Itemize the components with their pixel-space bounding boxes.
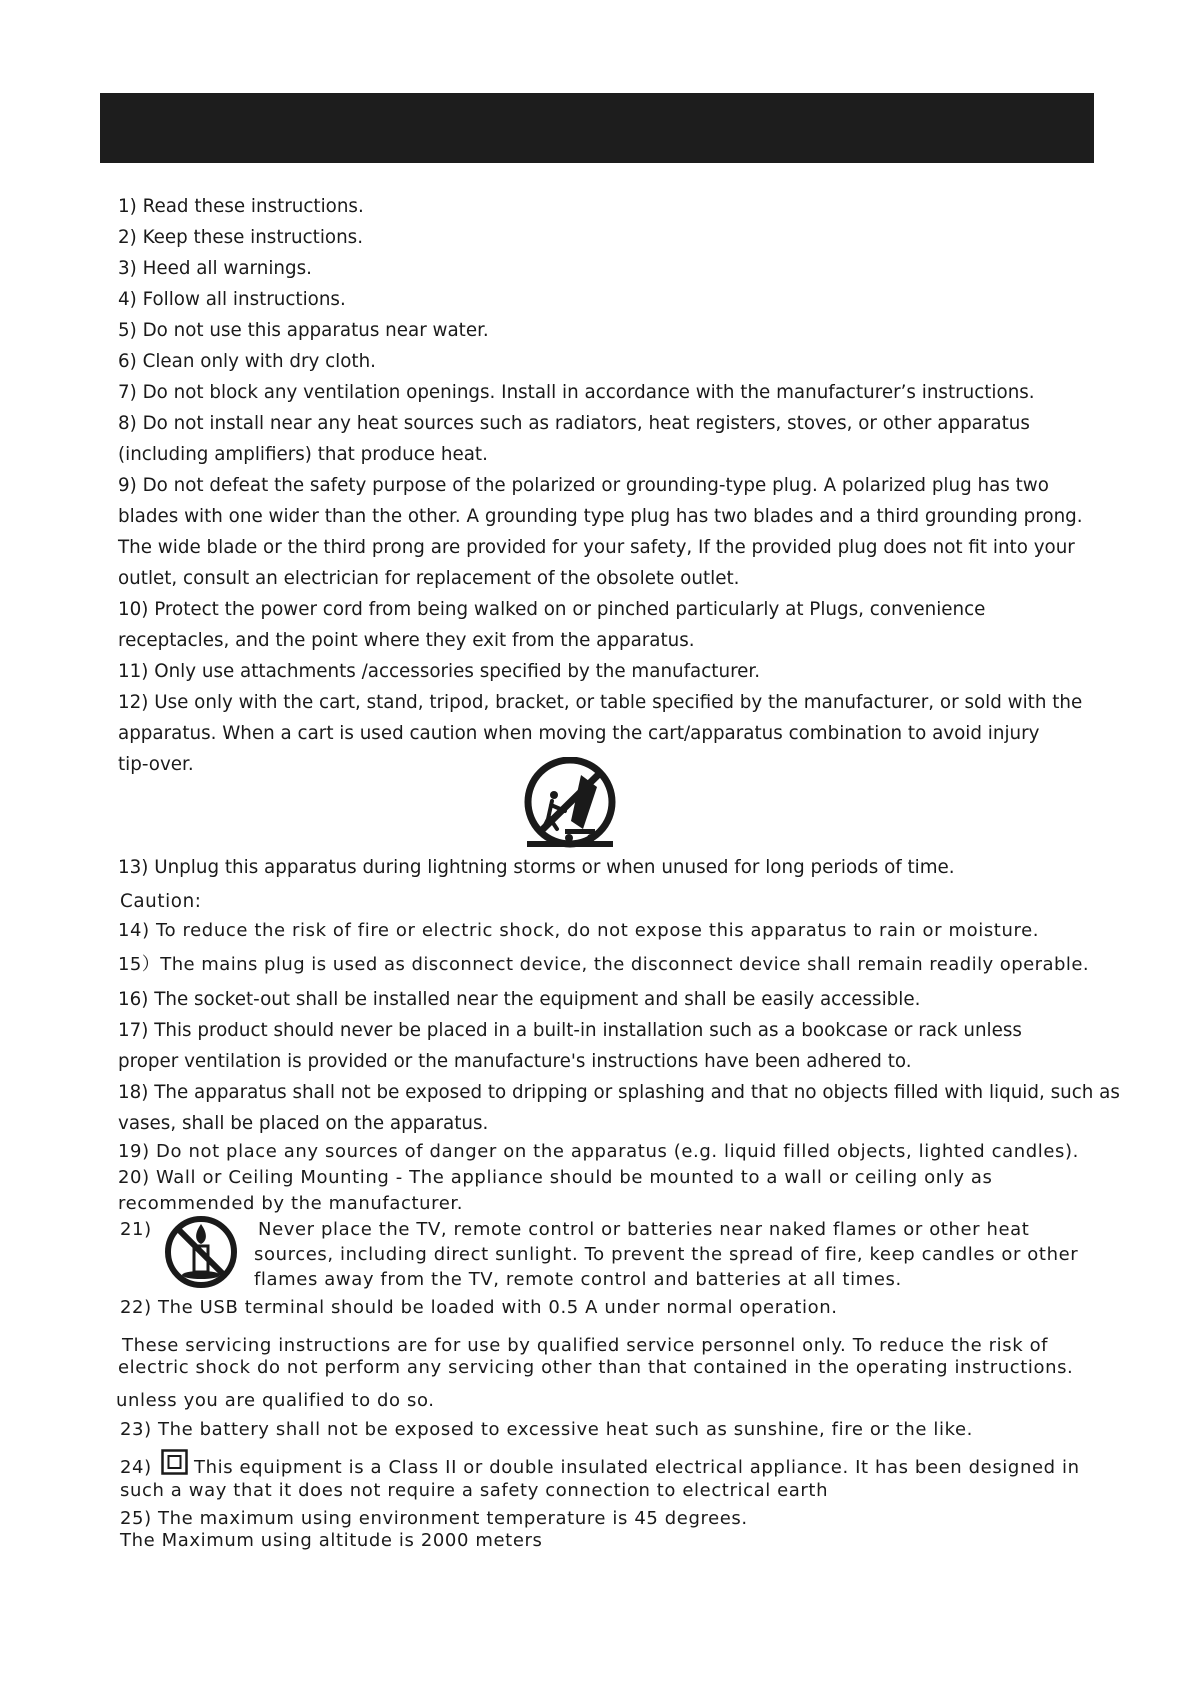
instruction-9-line-4: outlet, consult an electrician for replacement of the obsolete outlet. (118, 568, 740, 589)
instruction-24-line-1: This equipment is a Class II or double insulated electrical appliance. It has been designed in (194, 1457, 1080, 1478)
cart-tipover-warning-icon (521, 757, 619, 849)
instruction-12-line-3: tip-over. (118, 754, 194, 775)
no-candle-flame-icon (163, 1214, 239, 1290)
instruction-25-line-2: The Maximum using altitude is 2000 meters (120, 1530, 543, 1551)
instruction-18-line-2: vases, shall be placed on the apparatus. (118, 1113, 489, 1134)
instruction-17-line-1: 17) This product should never be placed in a built-in installation such as a bookcase or rack unless (118, 1020, 1022, 1041)
instruction-20-line-2: recommended by the manufacturer. (118, 1193, 464, 1214)
instruction-6: 6) Clean only with dry cloth. (118, 351, 376, 372)
instruction-24-line-2: such a way that it does not require a safety connection to electrical earth (120, 1480, 829, 1501)
instruction-2: 2) Keep these instructions. (118, 227, 364, 248)
instruction-1: 1) Read these instructions. (118, 196, 364, 217)
instruction-9-line-2: blades with one wider than the other. A grounding type plug has two blades and a third grounding prong. (118, 506, 1083, 527)
instruction-10-line-1: 10) Protect the power cord from being walked on or pinched particularly at Plugs, convenience (118, 599, 986, 620)
instruction-9-line-3: The wide blade or the third prong are provided for your safety, If the provided plug does not fit into your (118, 537, 1075, 558)
instruction-11: 11) Only use attachments /accessories specified by the manufacturer. (118, 661, 761, 682)
instruction-21-line-2: sources, including direct sunlight. To prevent the spread of fire, keep candles or other (254, 1244, 1079, 1265)
instruction-25-line-1: 25) The maximum using environment temperature is 45 degrees. (120, 1508, 748, 1529)
instruction-24-number: 24) (120, 1457, 152, 1478)
instruction-7: 7) Do not block any ventilation openings. Install in accordance with the manufacturer’s instructions. (118, 382, 1035, 403)
instruction-8-line-1: 8) Do not install near any heat sources such as radiators, heat registers, stoves, or other apparatus (118, 413, 1030, 434)
servicing-line-1: These servicing instructions are for use by qualified service personnel only. To reduce the risk of (122, 1335, 1049, 1356)
instruction-16: 16) The socket-out shall be installed near the equipment and shall be easily accessible. (118, 989, 921, 1010)
instruction-22: 22) The USB terminal should be loaded with 0.5 A under normal operation. (120, 1297, 838, 1318)
instruction-17-line-2: proper ventilation is provided or the manufacture's instructions have been adhered to. (118, 1051, 912, 1072)
instruction-21-number: 21) (120, 1219, 152, 1240)
instruction-3: 3) Heed all warnings. (118, 258, 312, 279)
instruction-4: 4) Follow all instructions. (118, 289, 346, 310)
class-ii-double-insulation-icon (161, 1449, 188, 1475)
servicing-line-3: unless you are qualified to do so. (116, 1390, 435, 1411)
instruction-12-line-2: apparatus. When a cart is used caution when moving the cart/apparatus combination to avoid injury (118, 723, 1040, 744)
instruction-20-line-1: 20) Wall or Ceiling Mounting - The appliance should be mounted to a wall or ceiling only as (118, 1167, 993, 1188)
header-bar (100, 93, 1094, 163)
instruction-23: 23) The battery shall not be exposed to excessive heat such as sunshine, fire or the like. (120, 1419, 973, 1440)
instruction-13: 13) Unplug this apparatus during lightning storms or when unused for long periods of time. (118, 857, 955, 878)
instruction-12-line-1: 12) Use only with the cart, stand, tripod, bracket, or table specified by the manufacturer, or sold with the (118, 692, 1083, 713)
instruction-19: 19) Do not place any sources of danger on the apparatus (e.g. liquid filled objects, lighted candles). (118, 1141, 1079, 1162)
caution-heading: Caution: (120, 891, 202, 912)
instruction-9-line-1: 9) Do not defeat the safety purpose of the polarized or grounding-type plug. A polarized plug has two (118, 475, 1049, 496)
instruction-18-line-1: 18) The apparatus shall not be exposed to dripping or splashing and that no objects filled with liquid, such as (118, 1082, 1120, 1103)
instruction-15: 15）The mains plug is used as disconnect device, the disconnect device shall remain readily operable. (118, 954, 1090, 975)
instruction-14: 14) To reduce the risk of fire or electric shock, do not expose this apparatus to rain or moisture. (118, 920, 1040, 941)
servicing-line-2: electric shock do not perform any servicing other than that contained in the operating instructions. (118, 1357, 1074, 1378)
instruction-5: 5) Do not use this apparatus near water. (118, 320, 489, 341)
instruction-10-line-2: receptacles, and the point where they exit from the apparatus. (118, 630, 695, 651)
instruction-21-line-1: Never place the TV, remote control or batteries near naked flames or other heat (258, 1219, 1030, 1240)
instruction-21-line-3: flames away from the TV, remote control and batteries at all times. (254, 1269, 902, 1290)
instruction-8-line-2: (including amplifiers) that produce heat. (118, 444, 488, 465)
